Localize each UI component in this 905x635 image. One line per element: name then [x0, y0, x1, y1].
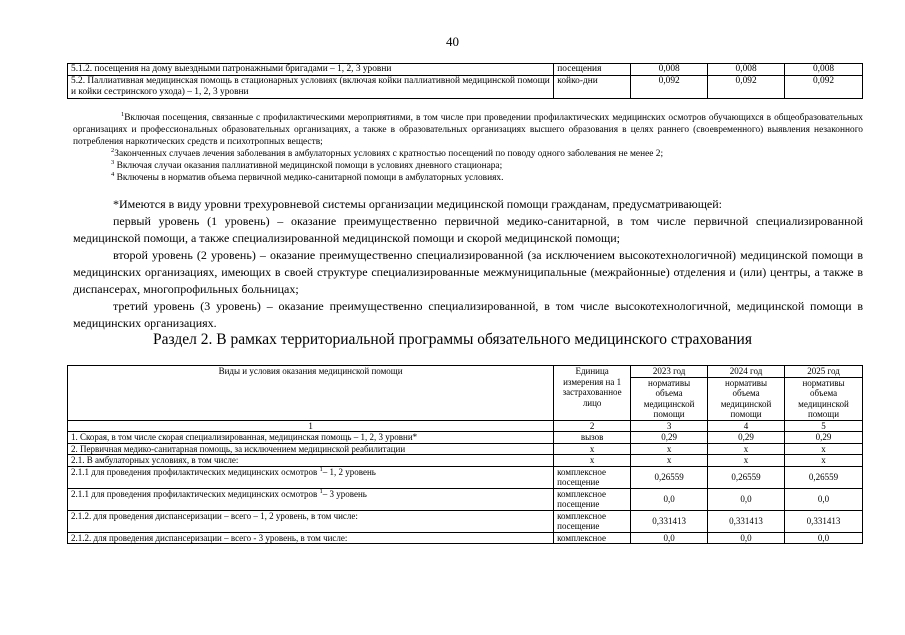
top-table — [67, 63, 863, 99]
footnote-text: Законченных случаев лечения заболевания в амбулаторных условиях с кратностью посещений по поводу одного заболевания не менее 2; — [114, 149, 664, 159]
footnotes — [73, 112, 863, 184]
row-label-text: – 1, 2 уровень — [322, 466, 376, 477]
value-2024: 0,331413 — [708, 510, 785, 532]
value-2024: 0,26559 — [708, 466, 785, 488]
column-number: 4 — [708, 420, 785, 432]
value-2025: 0,29 — [785, 432, 863, 444]
footnote-text: Включены в норматив объема первичной медико-санитарной помощи в амбулаторных условиях. — [114, 173, 504, 183]
value-2025: 0,26559 — [785, 466, 863, 488]
value-2024: 0,092 — [708, 76, 785, 99]
footnote-mark: 1 — [121, 111, 125, 118]
row-unit: комплексное посещение — [554, 488, 631, 510]
footnote-1 — [73, 112, 863, 148]
row-unit: комплексное посещение — [554, 466, 631, 488]
levels-intro: *Имеются в виду уровни трехуровневой системы организации медицинской помощи гражданам, предусматривающей: — [113, 197, 723, 211]
header-unit: Единица измерения на 1 застрахованное лицо — [554, 366, 631, 421]
row-label-text: – 3 уровень — [322, 488, 367, 499]
row-label: 2. Первичная медико-санитарная помощь, за исключением медицинской реабилитации — [68, 443, 554, 455]
column-numbers-row — [68, 420, 863, 432]
row-label-text: 2.1.1 для проведения профилактических медицинских осмотров — [71, 466, 320, 477]
header-year-2025: 2025 год — [785, 366, 863, 378]
value-2024: 0,0 — [708, 532, 785, 544]
row-label: 2.1. В амбулаторных условиях, в том числе: — [68, 455, 554, 467]
footnote-2 — [73, 148, 863, 160]
header-row-years — [68, 366, 863, 378]
level-first: первый уровень (1 уровень) – оказание преимущественно первичной медико-санитарной, в том числе первичной специализированной медицинской помощи, а также специализированной медицинской помощи и скорой медицинской помощи; — [73, 214, 863, 245]
value-2023: х — [631, 443, 708, 455]
value-2025: х — [785, 443, 863, 455]
level-second: второй уровень (2 уровень) – оказание преимущественно специализированной (за исключением высокотехнологичной) медицинской помощи в медицинских организациях, имеющих в своей структуре специализированные межмуниципальные (межрайонные) отделения и (или) центры, а также в диспансерах, многопрофильных больницах; — [73, 248, 863, 296]
footnote-mark: 2 — [111, 147, 115, 154]
row-label: 2.1.2. для проведения диспансеризации – всего - 3 уровень, в том числе: — [68, 532, 554, 544]
value-2023: 0,26559 — [631, 466, 708, 488]
row-unit: комплексное посещение — [554, 510, 631, 532]
page-number: 40 — [446, 34, 459, 49]
value-2025: 0,0 — [785, 532, 863, 544]
footnote-mark: 1 — [319, 487, 323, 495]
footnote-3 — [73, 160, 863, 172]
table-row — [68, 532, 863, 544]
value-2025: 0,008 — [785, 64, 863, 76]
column-number: 5 — [785, 420, 863, 432]
row-label: 1. Скорая, в том числе скорая специализированная, медицинская помощь – 1, 2, 3 уровни* — [68, 432, 554, 444]
row-unit: посещения — [554, 64, 631, 76]
value-2024: 0,008 — [708, 64, 785, 76]
row-unit: х — [554, 455, 631, 467]
header-norm: нормативы объема медицинской помощи — [631, 377, 708, 420]
row-unit: койко-дни — [554, 76, 631, 99]
value-2023: 0,29 — [631, 432, 708, 444]
value-2024: 0,0 — [708, 488, 785, 510]
value-2023: 0,0 — [631, 532, 708, 544]
row-label-text: 2.1.1 для проведения профилактических медицинских осмотров — [71, 488, 320, 499]
header-year-2023: 2023 год — [631, 366, 708, 378]
table-row — [68, 64, 863, 76]
main-table — [67, 365, 863, 544]
row-label: 2.1.2. для проведения диспансеризации – всего – 1, 2 уровень, в том числе: — [68, 510, 554, 532]
column-number: 1 — [68, 420, 554, 432]
table-row — [68, 455, 863, 467]
row-label — [68, 466, 554, 488]
value-2023: 0,331413 — [631, 510, 708, 532]
header-norm: нормативы объема медицинской помощи — [785, 377, 863, 420]
table-row — [68, 443, 863, 455]
footnote-mark: 3 — [111, 159, 115, 166]
value-2025: 0,331413 — [785, 510, 863, 532]
row-label: 5.1.2. посещения на дому выездными патронажными бригадами – 1, 2, 3 уровни — [68, 64, 554, 76]
table-row — [68, 488, 863, 510]
value-2025: 0,092 — [785, 76, 863, 99]
table-row — [68, 510, 863, 532]
value-2024: х — [708, 455, 785, 467]
column-number: 2 — [554, 420, 631, 432]
value-2024: х — [708, 443, 785, 455]
care-levels-text — [73, 196, 863, 332]
section-title: Раздел 2. В рамках территориальной программы обязательного медицинского страхования — [153, 331, 752, 348]
level-third: третий уровень (3 уровень) – оказание преимущественно специализированной, в том числе высокотехнологичной, медицинской помощи в медицинских организациях. — [73, 299, 863, 330]
table-row — [68, 432, 863, 444]
row-unit: вызов — [554, 432, 631, 444]
value-2023: 0,0 — [631, 488, 708, 510]
footnote-text: Включая случаи оказания паллиативной медицинской помощи в условиях дневного стационара; — [114, 161, 503, 171]
row-label: 5.2. Паллиативная медицинская помощь в стационарных условиях (включая койки паллиативной медицинской помощи и койки сестринского ухода) – 1, 2, 3 уровни — [68, 76, 554, 99]
row-label — [68, 488, 554, 510]
value-2025: х — [785, 455, 863, 467]
footnote-mark: 4 — [111, 171, 115, 178]
row-unit: комплексное — [554, 532, 631, 544]
table-row — [68, 76, 863, 99]
value-2023: х — [631, 455, 708, 467]
value-2024: 0,29 — [708, 432, 785, 444]
footnote-mark: 1 — [319, 465, 323, 473]
column-number: 3 — [631, 420, 708, 432]
header-kinds: Виды и условия оказания медицинской помощи — [68, 366, 554, 421]
value-2023: 0,092 — [631, 76, 708, 99]
value-2025: 0,0 — [785, 488, 863, 510]
footnote-text: Включая посещения, связанные с профилактическими мероприятиями, в том числе при проведении профилактических медицинских осмотров обучающихся в общеобразовательных организациях и профессиональных образовательных организациях, а также в образовательных организациях высшего образования в целях раннего (своевременного) выявления незаконного потребления наркотических средств и психотропных веществ; — [73, 113, 863, 147]
row-unit: х — [554, 443, 631, 455]
header-year-2024: 2024 год — [708, 366, 785, 378]
header-norm: нормативы объема медицинской помощи — [708, 377, 785, 420]
value-2023: 0,008 — [631, 64, 708, 76]
footnote-4 — [73, 172, 863, 184]
table-row — [68, 466, 863, 488]
